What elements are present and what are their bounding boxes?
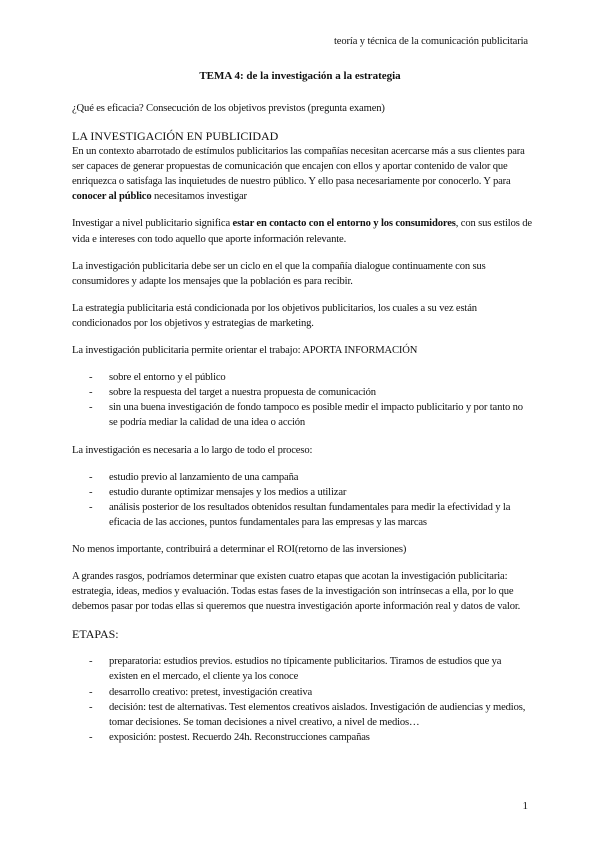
list-item: - sobre la respuesta del target a nuestra propuesta de comunicación (72, 385, 532, 400)
paragraph-text: necesitamos investigar (151, 191, 247, 203)
paragraph-text: Investigar a nivel publicitario significa (72, 218, 233, 230)
paragraph-roi: No menos importante, contribuirá a determinar el ROI(retorno de las inversiones) (72, 543, 407, 555)
list-item: - sobre el entorno y el público (72, 370, 532, 385)
paragraph-text: , con sus estilos de vida e intereses con todo aquello que aporte información relevante. (72, 218, 532, 245)
list-item: - decisión: test de alternativas. Test elementos creativos aislados. Investigación de audiencias y medios, tomar decisiones. Se toman decisiones a nivel creativo, a nivel de medios… (72, 700, 532, 730)
running-header: teoría y técnica de la comunicación publicitaria (333, 36, 528, 47)
paragraph-aporta-informacion: La investigación publicitaria permite orientar el trabajo: APORTA INFORMACIÓN (72, 345, 418, 357)
page-number: 1 (522, 800, 528, 812)
section-heading-investigacion: LA INVESTIGACIÓN EN PUBLICIDAD (72, 129, 279, 144)
list-item: - estudio durante optimizar mensajes y los medios a utilizar (72, 485, 532, 500)
list-item: - estudio previo al lanzamiento de una campaña (72, 470, 532, 485)
document-body (72, 101, 532, 745)
section-heading-etapas: ETAPAS: (72, 627, 119, 642)
paragraph-proceso: La investigación es necesaria a lo largo de todo el proceso: (72, 444, 313, 456)
paragraph-intro (72, 144, 532, 204)
bold-text: conocer al público (72, 191, 152, 203)
document-title: TEMA 4: de la investigación a la estrategia (199, 70, 401, 82)
list-aporta-informacion (72, 370, 532, 430)
list-item: - desarrollo creativo: pretest, investigación creativa (72, 685, 532, 700)
paragraph-ciclo: La investigación publicitaria debe ser un ciclo en el que la compañía dialogue continuamente con sus consumidores y adapte los mensajes que la población es para recibir. (72, 260, 486, 287)
list-item: - sin una buena investigación de fondo tampoco es posible medir el impacto publicitario y por tanto no se podría mediar la calidad de una idea o acción (72, 400, 532, 430)
list-item: - exposición: postest. Recuerdo 24h. Reconstrucciones campañas (72, 730, 532, 745)
list-proceso (72, 470, 532, 530)
exam-question: ¿Qué es eficacia? Consecución de los objetivos previstos (pregunta examen) (72, 103, 385, 114)
paragraph-etapas-intro: A grandes rasgos, podríamos determinar que existen cuatro etapas que acotan la investigación publicitaria: estrategia, ideas, medios y evaluación. Todas estas fases de la investigación son intrínsecas a ella, por lo que debemos pasar por todas ellas si queremos que nuestra investigación aporte información real y datos de valor. (72, 571, 521, 613)
paragraph-text: En un contexto abarrotado de estímulos publicitarios las compañías necesitan acercarse más a sus clientes para ser capaces de generar propuestas de comunicación que encajen con ellos y aportar contenido de valor que enriquezca o satisfaga las inquietudes de nuestro público. Y ello pasa necesariamente por conocerlo. Y para (72, 146, 525, 188)
list-item: - análisis posterior de los resultados obtenidos resultan fundamentales para medir la efectividad y la eficacia de las acciones, puntos fundamentales para las empresas y las marcas (72, 500, 532, 530)
list-etapas (72, 654, 532, 745)
paragraph-estrategia: La estrategia publicitaria está condicionada por los objetivos publicitarios, los cuales a su vez están condicionados por los objetivos y estrategias de marketing. (72, 302, 477, 329)
list-item: - preparatoria: estudios previos. estudios no típicamente publicitarios. Tiramos de estudios que ya existen en el mercado, el cliente ya los conoce (72, 654, 532, 684)
paragraph-investigar (72, 216, 532, 246)
bold-text: estar en contacto con el entorno y los consumidores (232, 218, 456, 230)
